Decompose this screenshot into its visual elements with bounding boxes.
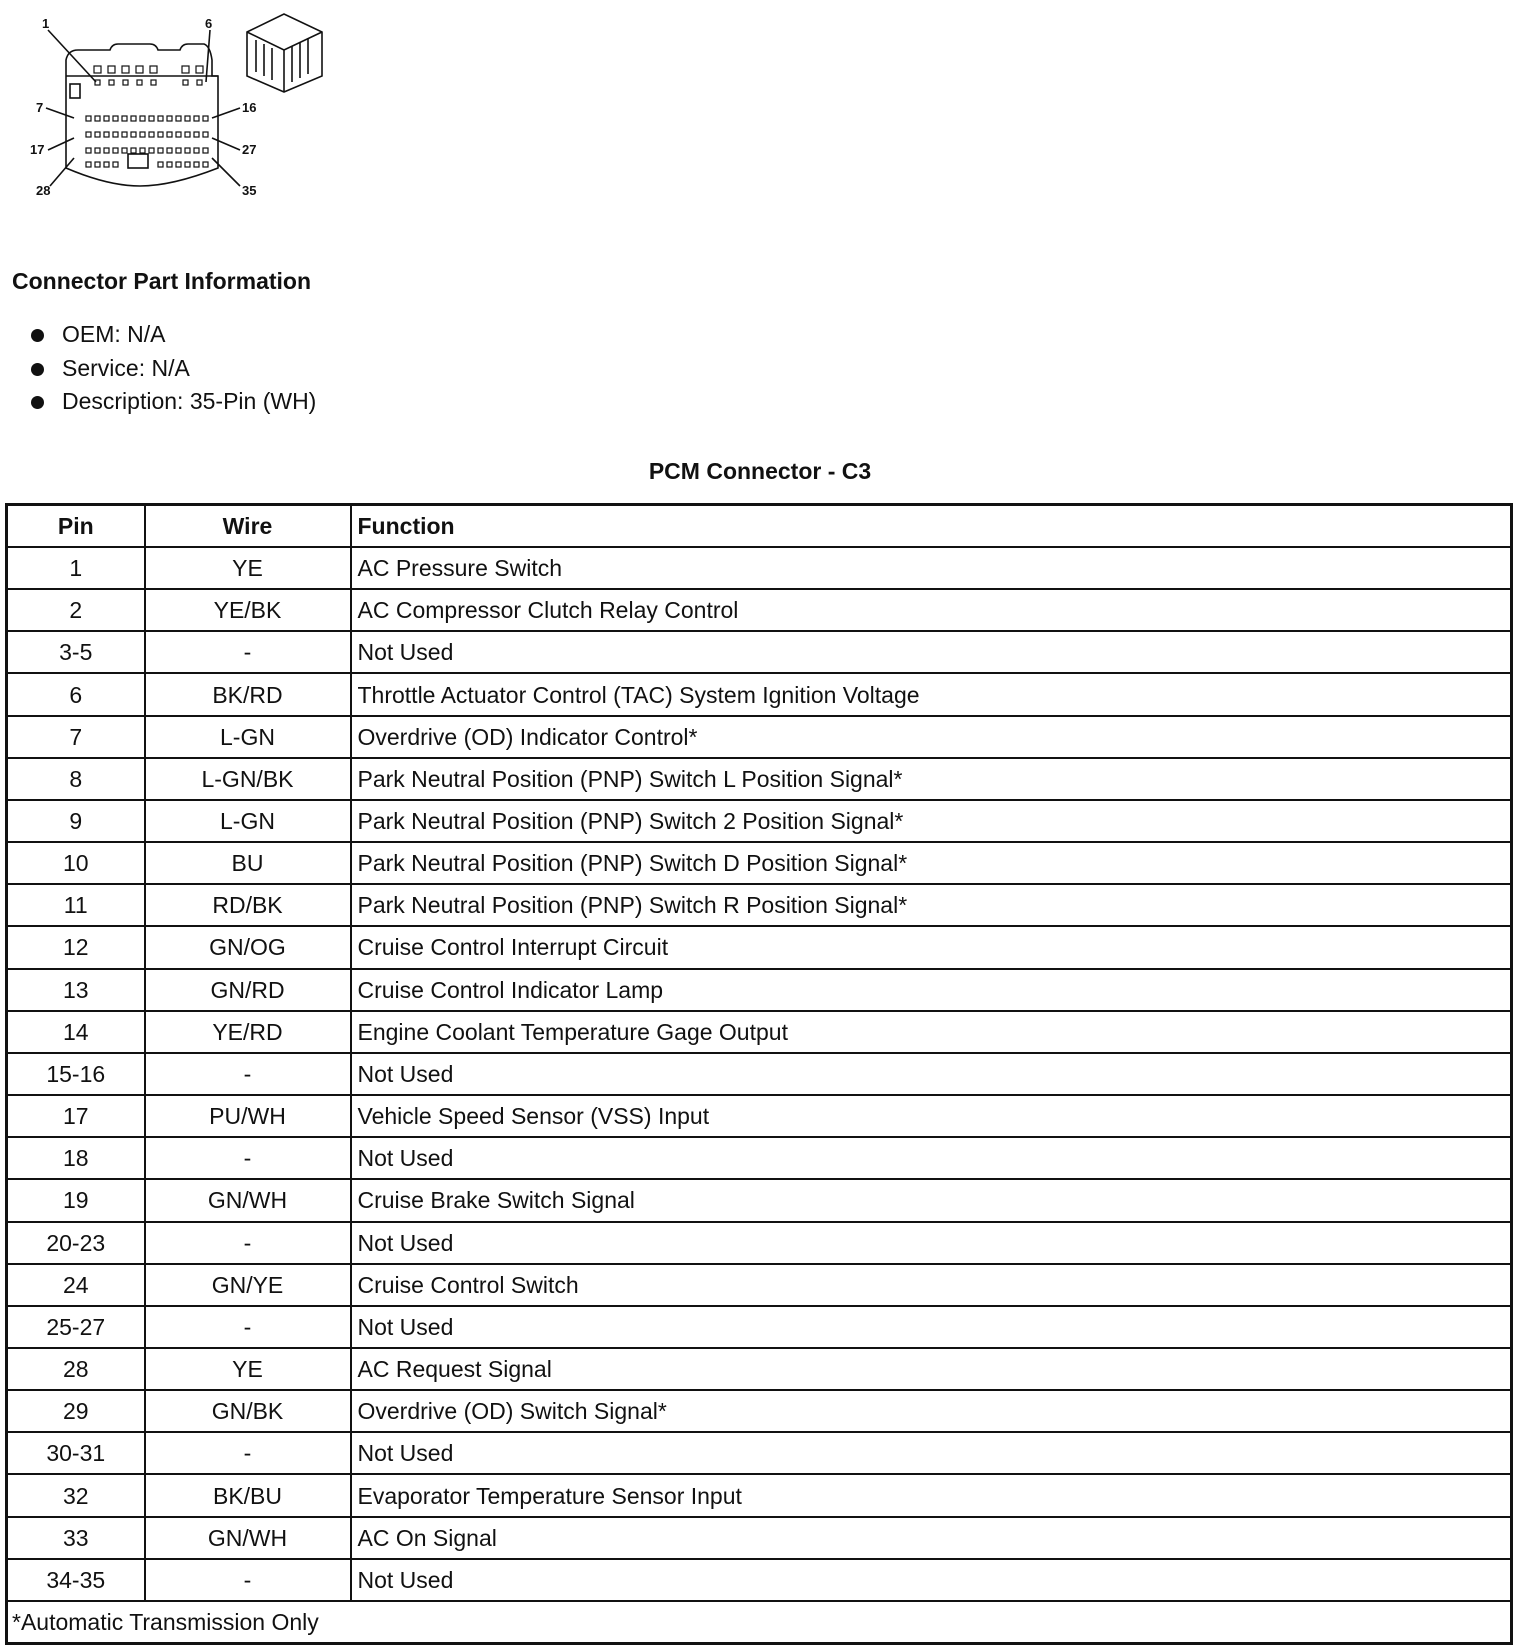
wire-cell: YE/BK	[145, 589, 351, 631]
pin-cell: 25-27	[7, 1306, 145, 1348]
pin-cell: 33	[7, 1517, 145, 1559]
pin-table	[5, 503, 1513, 1645]
wire-cell: GN/WH	[145, 1179, 351, 1221]
function-cell: AC Compressor Clutch Relay Control	[351, 589, 1512, 631]
pin-cavity	[158, 148, 163, 153]
pin-cavity	[158, 116, 163, 121]
list-item	[28, 318, 316, 352]
pin-cavity	[94, 66, 101, 73]
table-row	[7, 1137, 1512, 1179]
pin-cavity	[185, 148, 190, 153]
pin-cavity	[86, 162, 91, 167]
wire-cell: YE	[145, 1348, 351, 1390]
table-row	[7, 1053, 1512, 1095]
table-row	[7, 1306, 1512, 1348]
pin-cavity	[131, 132, 136, 137]
pin-cavity	[185, 162, 190, 167]
table-row	[7, 1179, 1512, 1221]
pin-callout: 17	[30, 142, 45, 157]
table-row	[7, 673, 1512, 715]
function-cell: Not Used	[351, 1306, 1512, 1348]
pin-cavity	[185, 116, 190, 121]
footnote-row	[7, 1601, 1512, 1644]
pin-cavity	[113, 162, 118, 167]
pin-cavity	[86, 148, 91, 153]
pin-cell: 14	[7, 1011, 145, 1053]
pin-cell: 6	[7, 673, 145, 715]
wire-cell: YE	[145, 547, 351, 589]
function-cell: Overdrive (OD) Switch Signal*	[351, 1390, 1512, 1432]
function-cell: Not Used	[351, 1222, 1512, 1264]
function-cell: Park Neutral Position (PNP) Switch L Position Signal*	[351, 758, 1512, 800]
wire-cell: -	[145, 1559, 351, 1601]
function-cell: Throttle Actuator Control (TAC) System Ignition Voltage	[351, 673, 1512, 715]
pin-cell: 29	[7, 1390, 145, 1432]
wire-cell: -	[145, 1222, 351, 1264]
bullet-icon	[31, 363, 44, 376]
wire-cell: L-GN	[145, 716, 351, 758]
pin-cavity	[113, 148, 118, 153]
oem-info: OEM: N/A	[62, 321, 166, 347]
pin-callout: 7	[36, 100, 44, 115]
table-row	[7, 547, 1512, 589]
pin-cavity	[194, 132, 199, 137]
function-cell: Park Neutral Position (PNP) Switch R Position Signal*	[351, 884, 1512, 926]
wire-header: Wire	[145, 505, 351, 548]
wire-cell: -	[145, 631, 351, 673]
table-row	[7, 716, 1512, 758]
pin-cavity	[149, 116, 154, 121]
pin-cavity	[151, 80, 156, 85]
function-cell: AC Pressure Switch	[351, 547, 1512, 589]
table-row	[7, 1390, 1512, 1432]
pin-cell: 20-23	[7, 1222, 145, 1264]
function-cell: Not Used	[351, 1432, 1512, 1474]
pin-cavity	[203, 116, 208, 121]
wire-cell: BK/BU	[145, 1474, 351, 1516]
pin-callout: 6	[205, 16, 213, 31]
pin-cavity	[137, 80, 142, 85]
connector-part-info-title: Connector Part Information	[12, 268, 312, 294]
pin-header: Pin	[7, 505, 145, 548]
pin-cavity	[185, 132, 190, 137]
function-cell: Cruise Control Indicator Lamp	[351, 969, 1512, 1011]
pin-cavity	[122, 66, 129, 73]
function-cell: Park Neutral Position (PNP) Switch D Position Signal*	[351, 842, 1512, 884]
pin-callout: 35	[242, 183, 257, 198]
function-cell: AC On Signal	[351, 1517, 1512, 1559]
table-row	[7, 1432, 1512, 1474]
wire-cell: -	[145, 1306, 351, 1348]
pin-cell: 17	[7, 1095, 145, 1137]
pin-cavity	[109, 80, 114, 85]
table-row	[7, 926, 1512, 968]
function-cell: Park Neutral Position (PNP) Switch 2 Position Signal*	[351, 800, 1512, 842]
pin-callout: 28	[36, 183, 51, 198]
wire-cell: BU	[145, 842, 351, 884]
pin-cavity	[104, 148, 109, 153]
wire-cell: -	[145, 1137, 351, 1179]
connector-part-info-list	[28, 318, 316, 419]
pin-cavity	[113, 116, 118, 121]
table-row	[7, 1474, 1512, 1516]
wire-cell: GN/OG	[145, 926, 351, 968]
pin-cell: 19	[7, 1179, 145, 1221]
wire-cell: YE/RD	[145, 1011, 351, 1053]
pin-cavity	[150, 66, 157, 73]
pin-cavity	[131, 148, 136, 153]
pin-cavity	[140, 116, 145, 121]
table-row	[7, 1095, 1512, 1137]
table-row	[7, 1348, 1512, 1390]
footnote: *Automatic Transmission Only	[7, 1601, 1512, 1644]
pin-cavity	[104, 116, 109, 121]
pin-cavity	[197, 80, 202, 85]
wire-cell: -	[145, 1432, 351, 1474]
function-header: Function	[351, 505, 1512, 548]
function-cell: Not Used	[351, 1053, 1512, 1095]
pin-cavity	[158, 162, 163, 167]
function-cell: Engine Coolant Temperature Gage Output	[351, 1011, 1512, 1053]
table-row	[7, 842, 1512, 884]
function-cell: AC Request Signal	[351, 1348, 1512, 1390]
table-row	[7, 1011, 1512, 1053]
wire-cell: BK/RD	[145, 673, 351, 715]
list-item	[28, 385, 316, 419]
pin-cell: 3-5	[7, 631, 145, 673]
pin-cavity	[140, 148, 145, 153]
pin-cavity	[131, 116, 136, 121]
table-row	[7, 1222, 1512, 1264]
wire-cell: GN/YE	[145, 1264, 351, 1306]
pin-callout: 27	[242, 142, 257, 157]
list-item	[28, 352, 316, 386]
pin-cell: 11	[7, 884, 145, 926]
pin-cavity	[122, 116, 127, 121]
wire-cell: GN/RD	[145, 969, 351, 1011]
pin-cavity	[122, 148, 127, 153]
wire-cell: PU/WH	[145, 1095, 351, 1137]
bullet-icon	[31, 329, 44, 342]
pin-cavity	[203, 162, 208, 167]
pin-cavity	[167, 132, 172, 137]
pin-cavity	[182, 66, 189, 73]
function-cell: Evaporator Temperature Sensor Input	[351, 1474, 1512, 1516]
table-title: PCM Connector - C3	[648, 458, 872, 484]
pin-cavity	[183, 80, 188, 85]
pin-cavity	[104, 132, 109, 137]
wire-cell: GN/WH	[145, 1517, 351, 1559]
pin-cell: 28	[7, 1348, 145, 1390]
pin-cavity	[104, 162, 109, 167]
pin-cavity	[176, 162, 181, 167]
function-cell: Not Used	[351, 1137, 1512, 1179]
pin-cavity	[194, 162, 199, 167]
pin-cavity	[176, 116, 181, 121]
bullet-icon	[31, 396, 44, 409]
pin-cell: 18	[7, 1137, 145, 1179]
pin-cavity	[149, 132, 154, 137]
table-row	[7, 800, 1512, 842]
pin-cavity	[140, 132, 145, 137]
pin-cell: 15-16	[7, 1053, 145, 1095]
table-row	[7, 884, 1512, 926]
table-row	[7, 589, 1512, 631]
pin-cavity	[95, 148, 100, 153]
pin-cell: 7	[7, 716, 145, 758]
table-row	[7, 1517, 1512, 1559]
table-row	[7, 758, 1512, 800]
pin-cavity	[167, 148, 172, 153]
pin-cavity	[203, 132, 208, 137]
table-row	[7, 969, 1512, 1011]
description-info: Description: 35-Pin (WH)	[62, 388, 317, 414]
pin-cell: 8	[7, 758, 145, 800]
wire-cell: GN/BK	[145, 1390, 351, 1432]
pin-callout: 16	[242, 100, 257, 115]
function-cell: Not Used	[351, 1559, 1512, 1601]
connector-diagram	[22, 10, 362, 220]
pin-cavity	[86, 132, 91, 137]
wire-cell: -	[145, 1053, 351, 1095]
pin-cavity	[95, 162, 100, 167]
pin-cavity	[167, 162, 172, 167]
pin-cavity	[194, 148, 199, 153]
pin-cell: 13	[7, 969, 145, 1011]
pin-cavity	[95, 132, 100, 137]
function-cell: Cruise Control Switch	[351, 1264, 1512, 1306]
pin-cell: 12	[7, 926, 145, 968]
table-header-row	[7, 505, 1512, 548]
wire-cell: RD/BK	[145, 884, 351, 926]
pin-cavity	[149, 148, 154, 153]
pin-cell: 10	[7, 842, 145, 884]
function-cell: Cruise Control Interrupt Circuit	[351, 926, 1512, 968]
pin-cavity	[122, 132, 127, 137]
pin-cavity	[113, 132, 118, 137]
pin-cell: 2	[7, 589, 145, 631]
pin-cell: 34-35	[7, 1559, 145, 1601]
function-cell: Cruise Brake Switch Signal	[351, 1179, 1512, 1221]
table-row	[7, 1264, 1512, 1306]
pin-callout: 1	[42, 16, 50, 31]
wire-cell: L-GN/BK	[145, 758, 351, 800]
pin-cavity	[108, 66, 115, 73]
pin-cavity	[176, 148, 181, 153]
function-cell: Overdrive (OD) Indicator Control*	[351, 716, 1512, 758]
pin-cell: 24	[7, 1264, 145, 1306]
function-cell: Vehicle Speed Sensor (VSS) Input	[351, 1095, 1512, 1137]
pin-cavity	[95, 116, 100, 121]
pin-cell: 32	[7, 1474, 145, 1516]
service-info: Service: N/A	[62, 354, 190, 381]
pin-cavity	[203, 148, 208, 153]
pin-cell: 9	[7, 800, 145, 842]
pin-cell: 1	[7, 547, 145, 589]
table-row	[7, 631, 1512, 673]
pin-cavity	[167, 116, 172, 121]
pin-cell: 30-31	[7, 1432, 145, 1474]
pin-cavity	[158, 132, 163, 137]
pin-cavity	[176, 132, 181, 137]
function-cell: Not Used	[351, 631, 1512, 673]
table-row	[7, 1559, 1512, 1601]
pin-cavity	[194, 116, 199, 121]
pin-cavity	[196, 66, 203, 73]
pin-cavity	[136, 66, 143, 73]
pin-cavity	[123, 80, 128, 85]
wire-cell: L-GN	[145, 800, 351, 842]
pin-cavity	[86, 116, 91, 121]
